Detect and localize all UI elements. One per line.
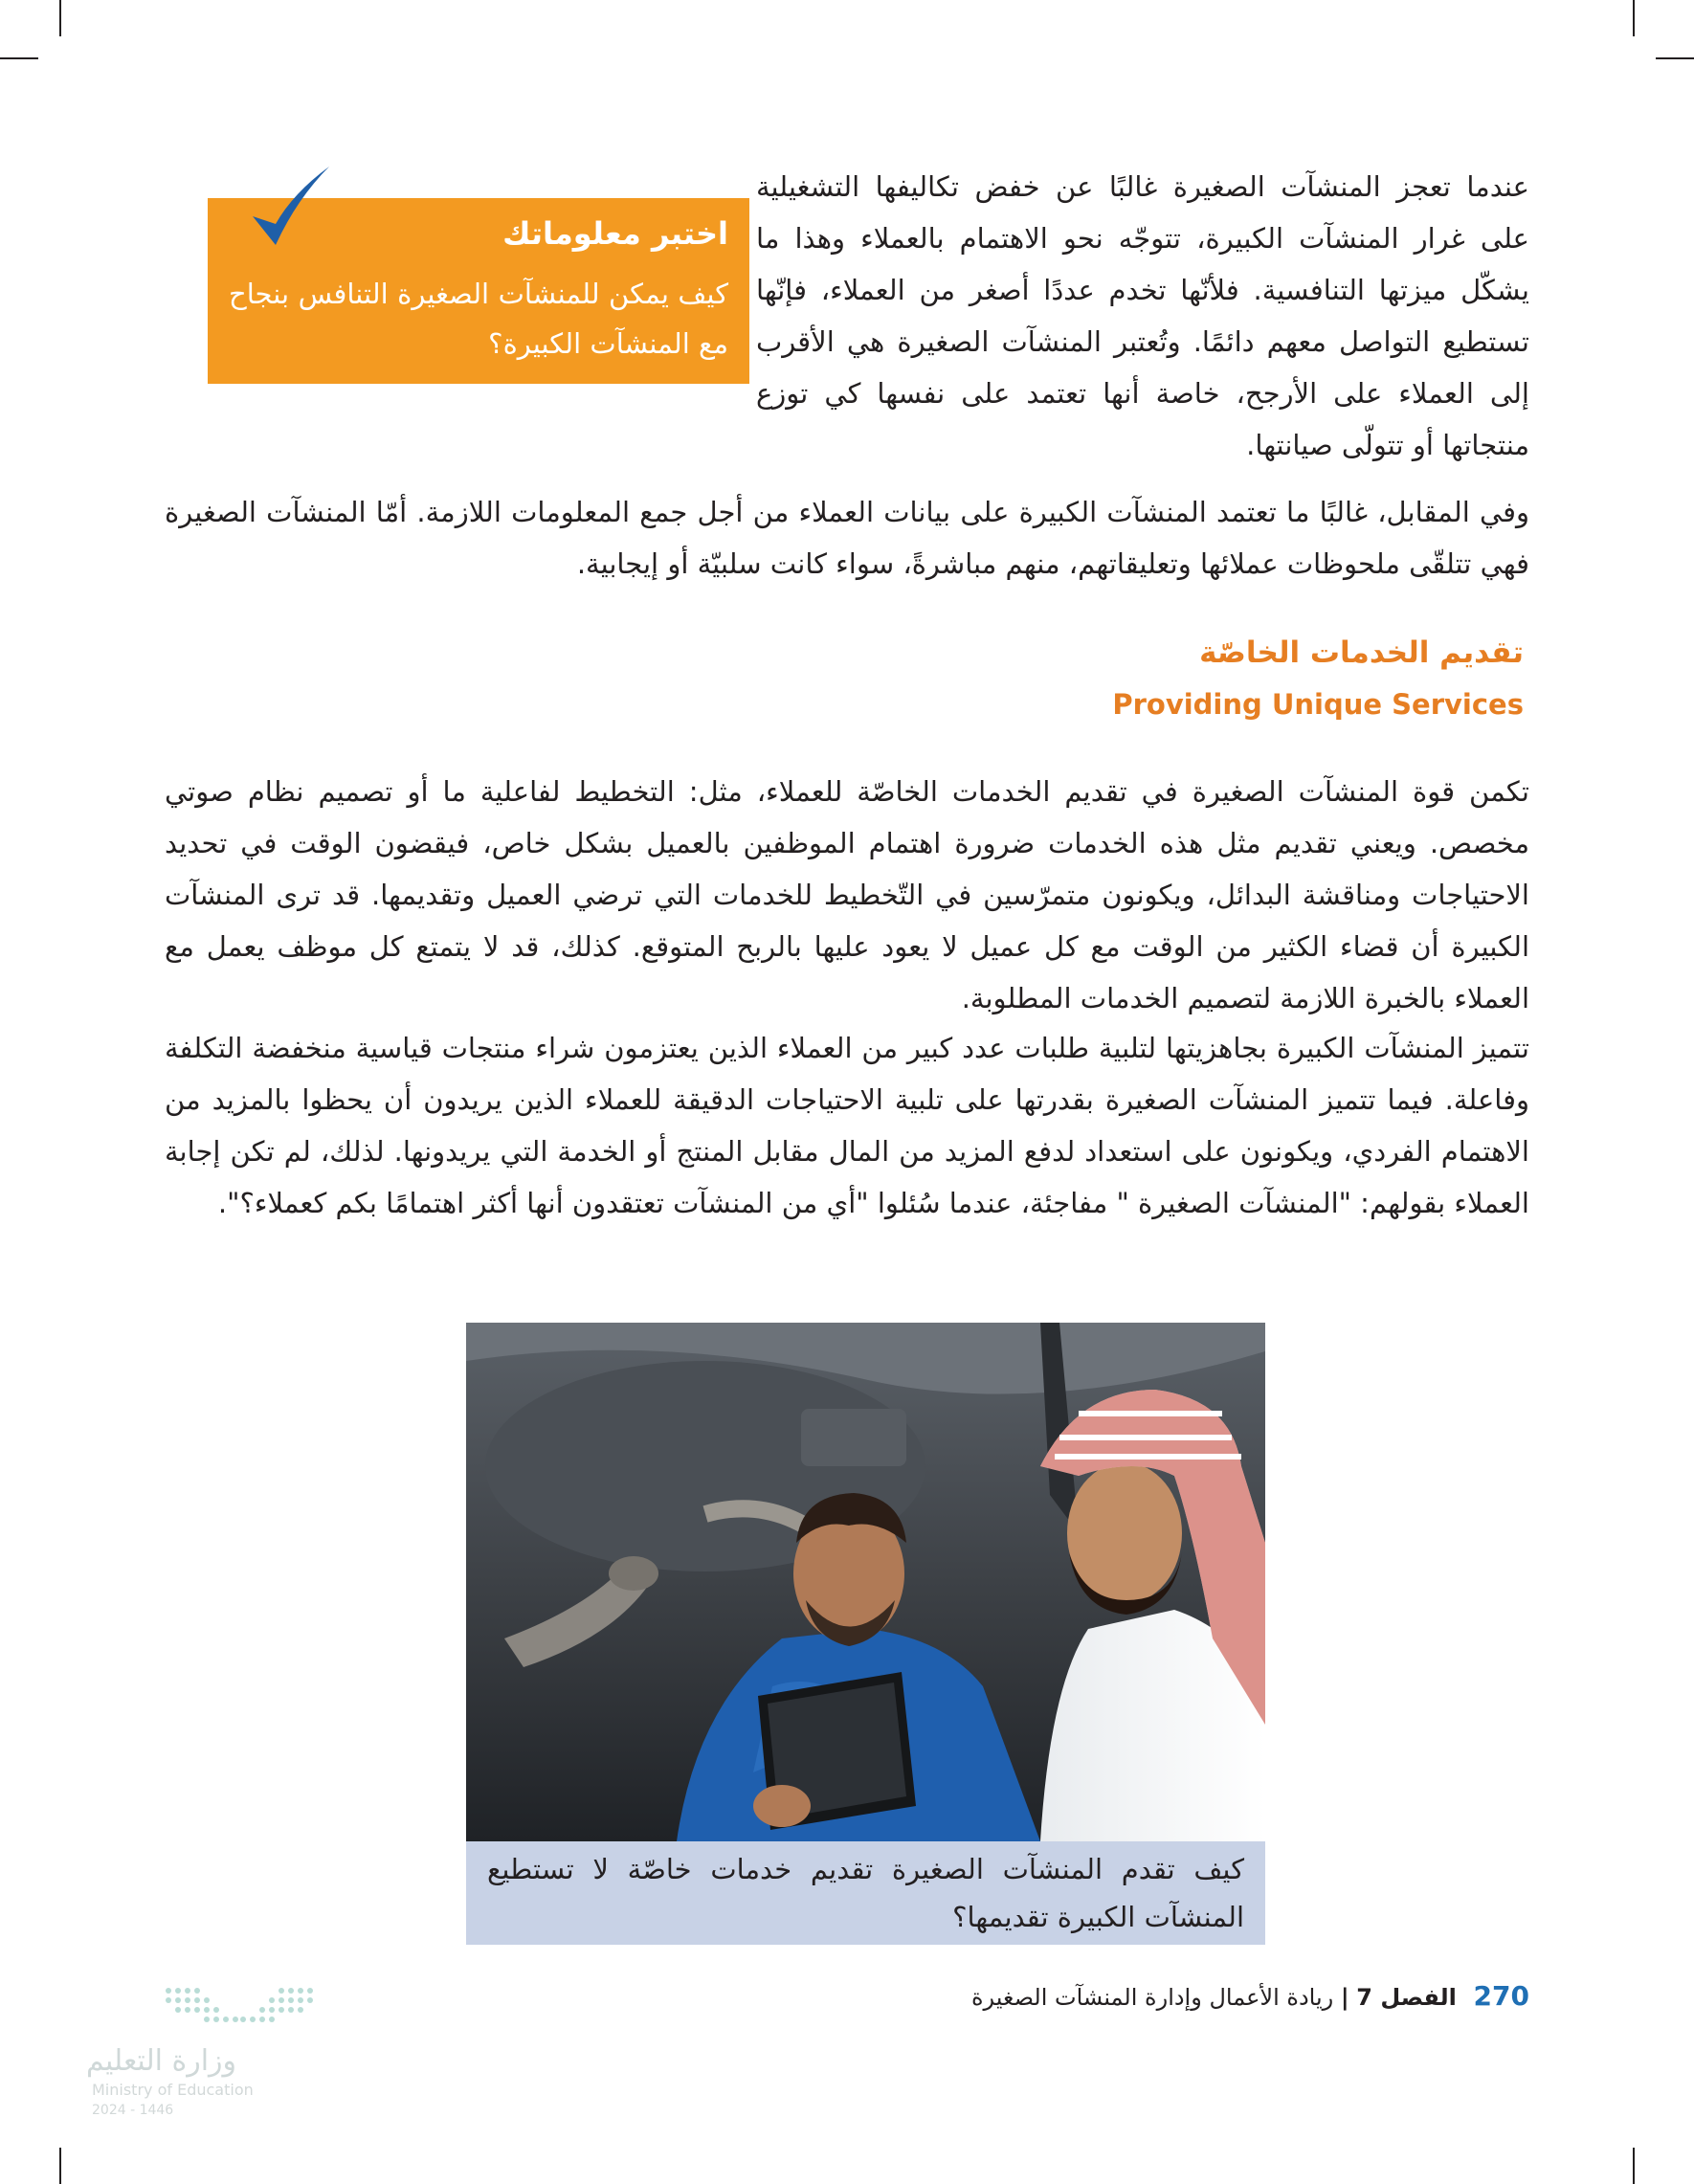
logo-name-ar: وزارة التعليم [86, 2044, 237, 2078]
test-knowledge-title: اختبر معلوماتك [502, 215, 728, 252]
section-title-ar: تقديم الخدمات الخاصّة [1199, 635, 1524, 670]
crop-mark [59, 2148, 61, 2184]
chapter-label: الفصل 7 [1356, 1984, 1457, 2011]
logo-name-en: Ministry of Education [92, 2081, 254, 2099]
page-footer [971, 1977, 1529, 2017]
intro-paragraph: عندما تعجز المنشآت الصغيرة غالبًا عن خفض تكاليفها التشغيلية على غرار المنشآت الكبيرة، تتوجّه نحو الاهتمام بالعملاء وهذا ما يشكّل ميزتها التنافسية. فلأنّها تخدم عددًا أصغر من العملاء، فإنّها تستطيع التواصل معهم دائمًا. وتُعتبر المنشآت الصغيرة هي الأقرب إلى العملاء على الأرجح، خاصة أنها تعتمد على نفسها كي توزع منتجاتها أو تتولّى صيانتها. [756, 170, 1529, 461]
section-title-en: Providing Unique Services [1112, 688, 1524, 721]
mechanic-customer-photo [466, 1323, 1265, 1841]
footer-separator: | [1340, 1984, 1349, 2011]
crop-mark [1633, 0, 1635, 36]
crop-mark [0, 57, 38, 59]
contrast-paragraph: وفي المقابل، غالبًا ما تعتمد المنشآت الكبيرة على بيانات العملاء من أجل جمع المعلومات اللازمة. أمّا المنشآت الصغيرة فهي تتلقّى ملحوظات عملائها وتعليقاتهم، منهم مباشرةً، سواء كانت سلبيّة أو إيجابية. [165, 496, 1529, 580]
test-knowledge-question: كيف يمكن للمنشآت الصغيرة التنافس بنجاح مع المنشآت الكبيرة؟ [229, 278, 728, 360]
logo-year: 2024 - 1446 [92, 2103, 174, 2118]
crop-mark [1633, 2148, 1635, 2184]
comparison-paragraph: تتميز المنشآت الكبيرة بجاهزيتها لتلبية طلبات عدد كبير من العملاء الذين يعتزمون شراء منتجات قياسية منخفضة التكلفة وفاعلة. فيما تتميز المنشآت الصغيرة بقدرتها على تلبية الاحتياجات الدقيقة للعملاء الذين يريدون أن يحظوا بالمزيد من الاهتمام الفردي، ويكونون على استعداد لدفع المزيد من المال مقابل المنتج أو الخدمة التي يريدونها. لذلك، لم تكن إجابة العملاء بقولهم: "المنشآت الصغيرة " مفاجئة، عندما سُئلوا "أي من المنشآت تعتقدون أنها أكثر اهتمامًا بكم كعملاء؟". [165, 1032, 1529, 1219]
book-title: ريادة الأعمال وإدارة المنشآت الصغيرة [970, 1984, 1334, 2011]
services-paragraph: تكمن قوة المنشآت الصغيرة في تقديم الخدمات الخاصّة للعملاء، مثل: التخطيط لفاعلية ما أو تصميم نظام صوتي مخصص. ويعني تقديم مثل هذه الخدمات ضرورة اهتمام الموظفين بالعميل بشكل خاص، فيقضون الوقت في تحديد الاحتياجات ومناقشة البدائل، ويكونون متمرّسين في التّخطيط للخدمات التي ترضي العميل وتقديمها. قد ترى المنشآت الكبيرة أن قضاء الكثير من الوقت مع كل عميل لا يعود عليها بالربح المتوقع. كذلك، قد لا يتمتع كل موظف يعمل مع العملاء بالخبرة اللازمة لتصميم الخدمات المطلوبة. [165, 775, 1529, 1014]
page-number: 270 [1473, 1980, 1529, 2012]
photo-caption: كيف تقدم المنشآت الصغيرة تقديم خدمات خاصّة لا تستطيع المنشآت الكبيرة تقديمها؟ [466, 1841, 1265, 1945]
crop-mark [1656, 57, 1694, 59]
crop-mark [59, 0, 61, 36]
logo-dots-icon [163, 1985, 316, 2027]
ministry-logo [86, 1985, 316, 2128]
checkmark-icon [247, 161, 333, 256]
